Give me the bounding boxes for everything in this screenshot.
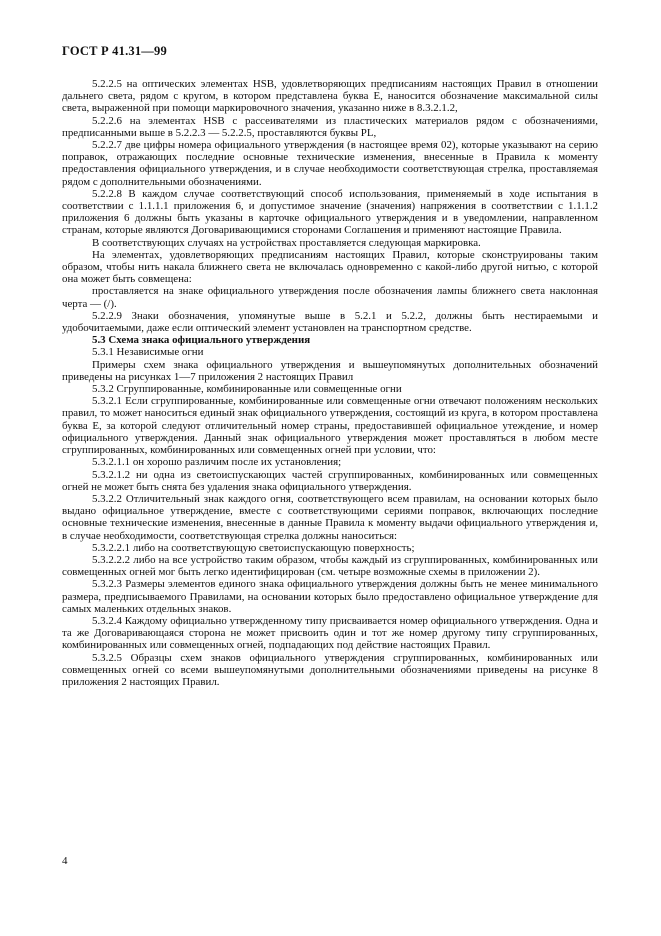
paragraph-5-2-2-6: 5.2.2.6 на элементах HSB с рассеивателями из пластических материалов рядом с обозначениями, предписанными выше в 5.2.2.3 — 5.2.2.5, проставляются буквы PL, [62, 114, 598, 139]
paragraph-5-2-2-9: 5.2.2.9 Знаки обозначения, упомянутые выше в 5.2.1 и 5.2.2, должны быть нестираемыми и удобочитаемыми, даже если оптический элемент установлен на транспортном средстве. [62, 309, 598, 335]
paragraph-5-3-2-1-1: 5.3.2.1.1 он хорошо различим после их установления; [92, 456, 342, 469]
page-number: 4 [62, 855, 68, 867]
paragraph-5-3-1: 5.3.1 Независимые огни [92, 346, 204, 359]
paragraph-5-3-2-2-1: 5.3.2.2.1 либо на соответствующую светоиспускающую поверхность; [92, 541, 415, 554]
paragraph-5-3-2-1-2: 5.3.2.1.2 ни одна из светоиспускающих частей сгруппированных, комбинированных или совмещенных огней не может быть снята без удаления знака официального утверждения. [62, 468, 598, 493]
document-header: ГОСТ Р 41.31—99 [62, 44, 167, 58]
paragraph-5-3-2-3: 5.3.2.3 Размеры элементов единого знака официального утверждения должны быть не менее минимального размера, предписываемого Правилами, на основании которых было предоставлено официальное утверждение для самых маленьких отдельных знаков. [62, 578, 598, 615]
paragraph-5-3-2-1: 5.3.2.1 Если сгруппированные, комбинированные или совмещенные огни отвечают положениям нескольких правил, то может наноситься единый знак официального утверждения, состоящий из круга, в котором проставлена буква Е, за которой следуют отличительный номер страны, предоставившей официальное утеждение, и номер официального утверждения. Данный знак официального утверждения может проставляться в любом месте сгруппированных, комбинированных или совмещенных огней при условии, что: [62, 395, 598, 457]
section-heading-5-3: 5.3 Схема знака официального утверждения [92, 334, 311, 347]
paragraph-5-3-2-2-2: 5.3.2.2.2 либо на все устройство таким образом, чтобы каждый из сгруппированных, комбинированных или совмещенных огней мог быть легко идентифицирован (см. четыре возможные схемы в приложении 2). [62, 553, 598, 579]
paragraph-5-3-2: 5.3.2 Сгруппированные, комбинированные или совмещенные огни [92, 383, 402, 396]
paragraph-marking-intro: В соответствующих случаях на устройствах проставляется следующая маркировка. [92, 236, 481, 249]
paragraph-5-3-2-4: 5.3.2.4 Каждому официально утвержденному типу присваивается номер официального утверждения. Одна и та же Договаривающаяся сторона не может присвоить один и тот же номер другому типу сгруппированных, комбинированных или совмещенных огней, подпадающих под действие настоящих Правил. [62, 614, 598, 652]
paragraph-5-2-2-7: 5.2.2.7 две цифры номера официального утверждения (в настоящее время 02), которые указывают на серию поправок, отражающих последние основные технические изменения, внесенные в Правила к моменту предоставления официального утверждения, и в случае необходимости соответствующая стрелка, проставляемая рядом с дополнительными обозначениями. [62, 139, 598, 188]
paragraph-slash: проставляется на знаке официального утверждения после обозначения лампы ближнего света наклонная черта — (/). [62, 285, 598, 310]
paragraph-5-2-2-5: 5.2.2.5 на оптических элементах HSB, удовлетворяющих предписаниям настоящих Правил в отношении дальнего света, рядом с кругом, в котором представлена буква Е, наносится обозначение максимальной силы света, выраженной при помощи маркировочного значения, указанно ниже в 8.3.2.1.2, [62, 78, 598, 115]
paragraph-5-2-2-8: 5.2.2.8 В каждом случае соответствующий способ использования, применяемый в ходе испытания в соответствии с 1.1.1.1 приложения 6, и допустимое значение (значения) напряжения в соответствии с 1.1.1.2 приложения 6 должны быть указаны в карточке официального утверждения и в уведомлении, направленном странам, которые являются Договаривающимися сторонами Соглашения и применяют настоящие Правила. [62, 187, 598, 237]
paragraph-elements: На элементах, удовлетворяющих предписаниям настоящих Правил, которые сконструированы таким образом, чтобы нить накала ближнего света не включалась одновременно с какой-либо другой нитью, с которой она может быть совмещена: [62, 248, 598, 286]
paragraph-5-3-2-5: 5.3.2.5 Образцы схем знаков официального утверждения сгруппированных, комбинированных или совмещенных огней со всеми вышеупомянутыми дополнительными обозначениями приведены на рисунке 8 приложения 2 настоящих Правил. [62, 651, 598, 688]
paragraph-5-3-2-2: 5.3.2.2 Отличительный знак каждого огня, соответствующего всем правилам, на основании которых было выдано официальное утверждение, вместе с соответствующими сериями поправок, включающих последние основные технические изменения, внесенные в данные Правила к моменту выдачи официального утверждения и, в случае необходимости, соответствующая стрелка должны наноситься: [62, 492, 598, 542]
paragraph-examples: Примеры схем знака официального утверждения и вышеупомянутых дополнительных обозначений приведены на рисунках 1—7 приложения 2 настоящих Правил [62, 358, 598, 383]
document-body [62, 78, 598, 688]
